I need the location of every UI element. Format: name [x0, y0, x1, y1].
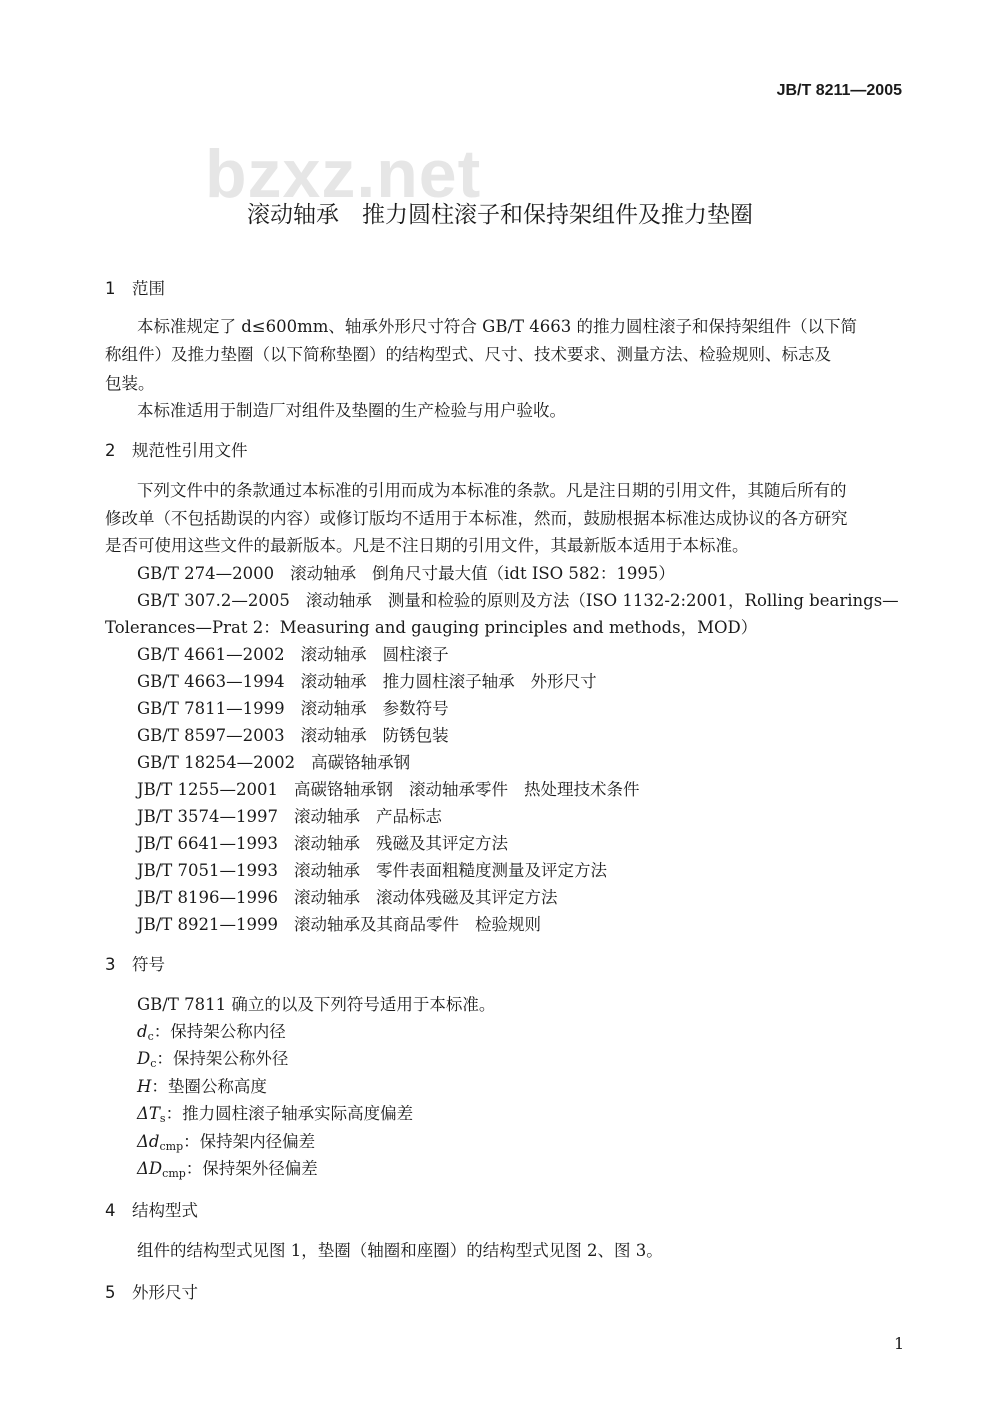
- symbol: ΔD: [137, 1159, 163, 1178]
- reference-code: GB/T 274—2000: [137, 564, 275, 583]
- section-3-heading: 3 符号: [105, 955, 165, 974]
- reference-title-part: 产品标志: [376, 807, 443, 826]
- reference-title-part: 滚动轴承: [294, 807, 361, 826]
- page-number: 1: [894, 1334, 905, 1353]
- reference-code: JB/T 1255—2001: [137, 780, 279, 799]
- symbol-definition: [137, 1132, 315, 1157]
- paragraph-line: 本标准规定了 d≤600mm、轴承外形尺寸符合 GB/T 4663 的推力圆柱滚子和保持架组件（以下简: [137, 317, 858, 336]
- reference-title-part: 零件表面粗糙度测量及评定方法: [376, 861, 608, 880]
- reference-item: [137, 780, 640, 800]
- symbol-meaning: ：保持架外径偏差: [185, 1159, 318, 1178]
- symbol-meaning: ：推力圆柱滚子轴承实际高度偏差: [165, 1104, 414, 1124]
- reference-item: [137, 807, 442, 827]
- symbol-definition: [137, 1104, 413, 1129]
- reference-code: JB/T 8921—1999: [137, 915, 279, 934]
- reference-title-part: 滚动轴承零件: [409, 780, 509, 799]
- symbol-meaning: ：保持架公称外径: [156, 1049, 289, 1069]
- symbol: d: [137, 1022, 148, 1041]
- reference-item: [105, 618, 757, 638]
- reference-code: GB/T 18254—2002: [137, 753, 296, 772]
- reference-title-part: 滚动轴承: [300, 672, 367, 691]
- reference-title-part: 滚动轴承: [300, 699, 367, 718]
- reference-item: [137, 753, 410, 773]
- reference-title-part: 圆柱滚子: [382, 645, 449, 664]
- symbol: H: [137, 1076, 152, 1096]
- symbol-subscript: c: [147, 1030, 154, 1043]
- reference-item: [137, 861, 607, 881]
- reference-title-part: 热处理技术条件: [524, 780, 640, 799]
- reference-title-part: 参数符号: [382, 699, 449, 718]
- reference-item: [137, 672, 597, 692]
- reference-item: [137, 645, 449, 665]
- paragraph-line: 修改单（不包括勘误的内容）或修订版均不适用于本标准，然而，鼓励根据本标准达成协议的各方研究: [105, 509, 848, 528]
- symbol-meaning: ：保持架公称内径: [153, 1022, 286, 1041]
- symbol: D: [137, 1049, 151, 1069]
- reference-title-part: 滚动轴承: [294, 834, 361, 853]
- reference-title-part: 滚动轴承: [294, 888, 361, 907]
- reference-code: JB/T 3574—1997: [137, 807, 279, 826]
- reference-code: GB/T 7811—1999: [137, 699, 285, 718]
- reference-title-part: 滚动轴承: [294, 861, 361, 880]
- section-4-text: 组件的结构型式见图 1，垫圈（轴圈和座圈）的结构型式见图 2、图 3。: [137, 1241, 663, 1260]
- reference-item: [137, 834, 508, 854]
- symbol: Δd: [137, 1131, 160, 1151]
- reference-title-part: 滚动轴承: [305, 591, 372, 610]
- reference-item: [137, 591, 899, 611]
- watermark: bzxz.net: [205, 136, 482, 212]
- section-4-heading: 4 结构型式: [105, 1201, 198, 1220]
- reference-code: GB/T 8597—2003: [137, 726, 285, 745]
- reference-title-part: 滚动轴承: [290, 564, 357, 583]
- paragraph-line: 本标准适用于制造厂对组件及垫圈的生产检验与用户验收。: [137, 401, 566, 420]
- reference-title-part: 滚动轴承及其商品零件: [294, 915, 460, 934]
- paragraph-line: 下列文件中的条款通过本标准的引用而成为本标准的条款。凡是注日期的引用文件，其随后所有的: [137, 481, 847, 500]
- reference-title-part: 滚动轴承: [300, 645, 367, 664]
- paragraph-line: 包装。: [105, 374, 155, 393]
- symbol-definition: [137, 1077, 267, 1097]
- standard-code-header: JB/T 8211—2005: [776, 82, 902, 99]
- reference-code: JB/T 6641—1993: [137, 834, 279, 853]
- reference-item: [137, 915, 541, 935]
- reference-title-part: 防锈包装: [382, 726, 449, 745]
- reference-title-part: 残磁及其评定方法: [376, 834, 509, 853]
- reference-item: [137, 699, 449, 719]
- paragraph-line: 称组件）及推力垫圈（以下简称垫圈）的结构型式、尺寸、技术要求、测量方法、检验规则、标志及: [105, 345, 831, 364]
- reference-code: JB/T 7051—1993: [137, 861, 279, 880]
- reference-title-part: 外形尺寸: [530, 672, 597, 691]
- reference-title-part: 检验规则: [475, 915, 542, 934]
- reference-code: GB/T 4661—2002: [137, 645, 285, 664]
- reference-item: [137, 726, 449, 746]
- reference-title-part: 高碳铬轴承钢: [311, 753, 411, 772]
- reference-title-part: 倒角尺寸最大值（idt ISO 582：1995）: [372, 564, 675, 583]
- reference-code: GB/T 4663—1994: [137, 672, 285, 691]
- paragraph-line: 是否可使用这些文件的最新版本。凡是不注日期的引用文件，其最新版本适用于本标准。: [105, 536, 749, 555]
- symbols-intro: GB/T 7811 确立的以及下列符号适用于本标准。: [137, 995, 496, 1014]
- reference-item: [137, 564, 675, 584]
- section-2-heading: 2 规范性引用文件: [105, 441, 248, 460]
- reference-title-part: 推力圆柱滚子轴承: [382, 672, 515, 691]
- reference-title-part: Tolerances—Prat 2：Measuring and gauging principles and methods，MOD）: [105, 618, 758, 637]
- reference-code: JB/T 8196—1996: [137, 888, 279, 907]
- document-title: 滚动轴承 推力圆柱滚子和保持架组件及推力垫圈: [247, 202, 753, 228]
- symbol-subscript: c: [150, 1057, 157, 1071]
- reference-title-part: 滚动轴承: [300, 726, 367, 745]
- reference-code: GB/T 307.2—2005: [137, 591, 290, 610]
- symbol-meaning: ：垫圈公称高度: [151, 1076, 267, 1096]
- symbol-meaning: ：保持架内径偏差: [183, 1131, 316, 1151]
- reference-title-part: 高碳铬轴承钢: [294, 780, 394, 799]
- symbol-definition: [137, 1159, 318, 1184]
- symbol: ΔT: [137, 1104, 160, 1124]
- symbol-subscript: cmp: [162, 1167, 186, 1180]
- reference-item: [137, 888, 558, 908]
- symbol-subscript: s: [159, 1112, 166, 1126]
- symbol-subscript: cmp: [159, 1139, 184, 1153]
- reference-title-part: 测量和检验的原则及方法（ISO 1132-2:2001，Rolling bearings—: [387, 591, 899, 610]
- section-5-heading: 5 外形尺寸: [105, 1283, 198, 1302]
- reference-title-part: 滚动体残磁及其评定方法: [376, 888, 558, 907]
- symbol-definition: [137, 1049, 288, 1074]
- section-1-heading: 1 范围: [105, 279, 165, 298]
- symbol-definition: [137, 1022, 286, 1047]
